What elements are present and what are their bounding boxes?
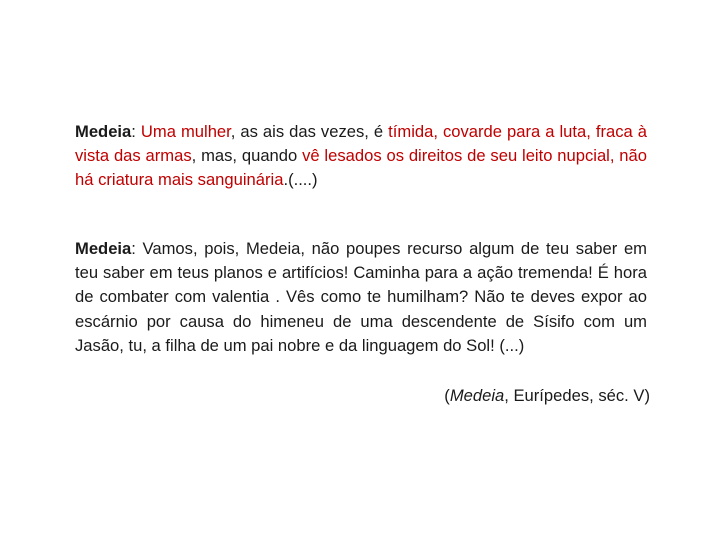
body-text: , as ais das vezes, é	[230, 122, 389, 141]
body-text: .(....)	[283, 170, 318, 190]
speaker-label: Medeia	[75, 122, 132, 141]
quote-paragraph-1	[75, 120, 647, 193]
speaker-colon: :	[131, 122, 141, 141]
citation-rest: , Eurípedes, séc. V)	[504, 386, 650, 405]
body-text: , mas, quando	[191, 146, 303, 166]
citation	[444, 384, 650, 408]
citation-open: (	[444, 386, 450, 405]
quote-paragraph-2	[75, 237, 647, 358]
speaker-colon: :	[131, 239, 143, 258]
highlight-text: tímida, covarde para a luta, fraca à vista das armas	[75, 122, 648, 166]
body-text: Vamos, pois, Medeia, não poupes recurso algum de teu saber em teu saber em teus planos e artifícios! Caminha para a ação tremenda! É hora de combater com valentia . Vês como te humilham? Não te deves expor ao escárnio por causa do himeneu de uma descendente de Sísifo com um Jasão, tu, a filha de um pai nobre e da linguagem do Sol! (...)	[75, 239, 647, 355]
highlight-text: vê lesados os direitos de seu leito nupcial, não há criatura mais sanguinária	[75, 146, 647, 190]
highlight-text: Uma mulher	[140, 122, 231, 141]
speaker-label: Medeia	[75, 239, 132, 258]
citation-work-title: Medeia	[449, 386, 505, 405]
